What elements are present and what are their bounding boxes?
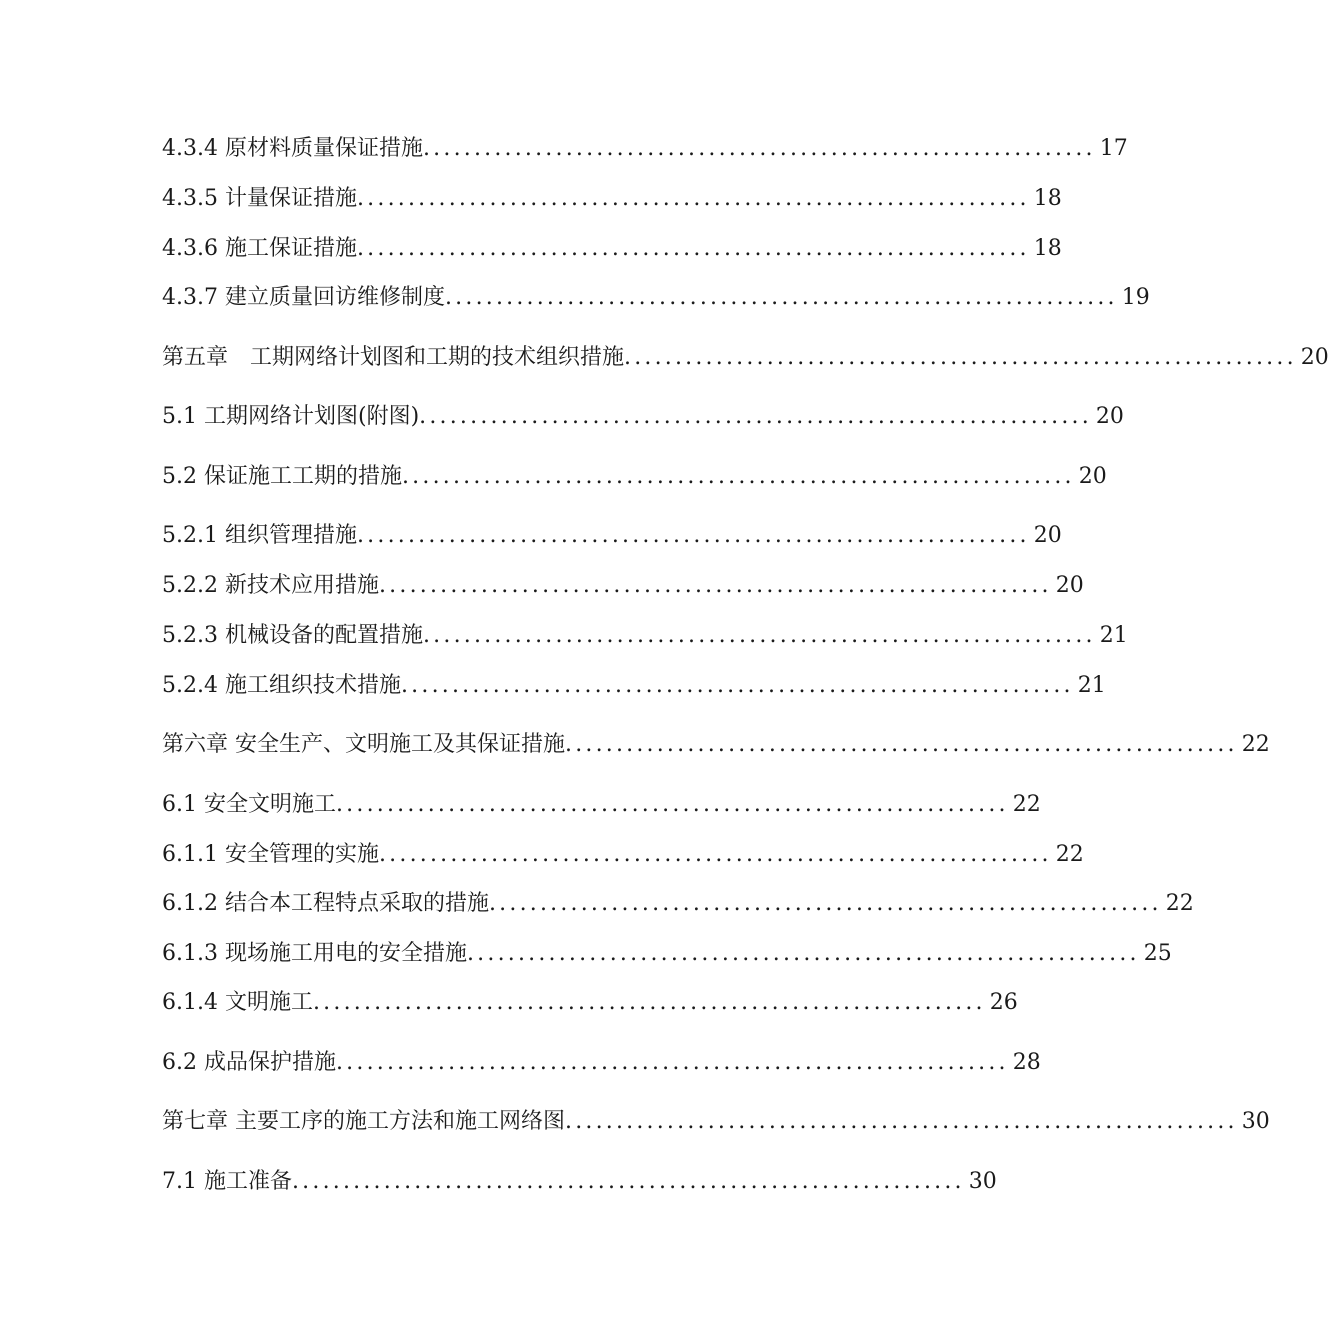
toc-entry[interactable] xyxy=(162,730,1270,760)
toc-entry[interactable] xyxy=(162,402,1124,432)
toc-entry-title: 第五章 工期网络计划图和工期的技术组织措施 xyxy=(162,345,625,370)
toc-entry-title: 6.1.3 现场施工用电的安全措施 xyxy=(162,941,467,966)
toc-leader-dots: .................................................................. xyxy=(400,673,1074,698)
toc-leader-dots: .................................................................. xyxy=(356,236,1030,261)
toc-entry-page: 25 xyxy=(1143,941,1172,966)
toc-leader-dots: .................................................................. xyxy=(335,1050,1009,1075)
toc-leader-dots: .................................................................. xyxy=(422,136,1096,161)
toc-leader-dots: .................................................................. xyxy=(356,523,1030,548)
toc-entry-page: 21 xyxy=(1099,623,1128,648)
toc-entry[interactable] xyxy=(162,621,1128,651)
toc-entry-page: 20 xyxy=(1055,573,1084,598)
toc-entry-title: 4.3.6 施工保证措施 xyxy=(162,236,357,261)
toc-leader-dots: .................................................................. xyxy=(378,573,1052,598)
toc-entry[interactable] xyxy=(162,790,1041,820)
toc-entry-title: 4.3.5 计量保证措施 xyxy=(162,186,357,211)
toc-entry[interactable] xyxy=(162,1048,1041,1078)
toc-leader-dots: .................................................................. xyxy=(624,345,1297,370)
toc-entry-title: 4.3.7 建立质量回访维修制度 xyxy=(162,285,445,310)
toc-entry-title: 4.3.4 原材料质量保证措施 xyxy=(162,136,423,161)
toc-entry-page: 20 xyxy=(1078,464,1107,489)
toc-entry-page: 22 xyxy=(1241,732,1270,757)
toc-entry-page: 20 xyxy=(1095,404,1124,429)
toc-leader-dots: .................................................................. xyxy=(378,842,1052,867)
toc-entry-page: 18 xyxy=(1033,186,1062,211)
toc-entry[interactable] xyxy=(162,521,1062,551)
toc-entry-title: 6.1.4 文明施工 xyxy=(162,990,313,1015)
toc-entry[interactable] xyxy=(162,234,1062,264)
toc-entry-page: 18 xyxy=(1033,236,1062,261)
toc-entry-page: 28 xyxy=(1012,1050,1041,1075)
toc-entry-title: 5.1 工期网络计划图(附图) xyxy=(162,404,420,429)
toc-entry-page: 30 xyxy=(1241,1109,1270,1134)
toc-entry-title: 第七章 主要工序的施工方法和施工网络图 xyxy=(162,1109,565,1134)
toc-entry[interactable] xyxy=(162,840,1084,870)
toc-leader-dots: .................................................................. xyxy=(422,623,1096,648)
toc-entry[interactable] xyxy=(162,134,1128,164)
toc-entry-title: 5.2.3 机械设备的配置措施 xyxy=(162,623,423,648)
toc-leader-dots: .................................................................. xyxy=(565,732,1238,757)
toc-entry-title: 7.1 施工准备 xyxy=(162,1169,292,1194)
toc-entry[interactable] xyxy=(162,283,1150,313)
toc-leader-dots: .................................................................. xyxy=(488,891,1162,916)
toc-entry[interactable] xyxy=(162,889,1194,919)
toc-entry[interactable] xyxy=(162,939,1172,969)
toc-leader-dots: .................................................................. xyxy=(444,285,1118,310)
toc-entry[interactable] xyxy=(162,671,1106,701)
toc-entry-title: 6.1.1 安全管理的实施 xyxy=(162,842,379,867)
toc-leader-dots: .................................................................. xyxy=(335,792,1009,817)
toc-entry-page: 17 xyxy=(1099,136,1128,161)
toc-entry-title: 第六章 安全生产、文明施工及其保证措施 xyxy=(162,732,565,757)
toc-entry-page: 22 xyxy=(1165,891,1194,916)
toc-entry-page: 30 xyxy=(968,1169,997,1194)
toc-entry-title: 5.2.1 组织管理措施 xyxy=(162,523,357,548)
toc-entry-page: 21 xyxy=(1077,673,1106,698)
toc-entry-title: 5.2.4 施工组织技术措施 xyxy=(162,673,401,698)
toc-leader-dots: .................................................................. xyxy=(466,941,1140,966)
toc-leader-dots: .................................................................. xyxy=(312,990,986,1015)
toc-entry[interactable] xyxy=(162,988,1018,1018)
toc-entry-page: 26 xyxy=(989,990,1018,1015)
toc-entry-title: 5.2.2 新技术应用措施 xyxy=(162,573,379,598)
toc-leader-dots: .................................................................. xyxy=(565,1109,1238,1134)
toc-entry[interactable] xyxy=(162,343,1329,373)
toc-leader-dots: .................................................................. xyxy=(401,464,1075,489)
toc-entry-title: 6.2 成品保护措施 xyxy=(162,1050,336,1075)
toc-entry[interactable] xyxy=(162,571,1084,601)
toc-entry-title: 6.1 安全文明施工 xyxy=(162,792,336,817)
toc-entry-page: 20 xyxy=(1300,345,1329,370)
toc-entry-title: 6.1.2 结合本工程特点采取的措施 xyxy=(162,891,489,916)
toc-entry[interactable] xyxy=(162,184,1062,214)
toc-entry-page: 19 xyxy=(1121,285,1150,310)
toc-entry-page: 22 xyxy=(1055,842,1084,867)
toc-entry[interactable] xyxy=(162,462,1107,492)
toc-entry-page: 20 xyxy=(1033,523,1062,548)
toc-entry-title: 5.2 保证施工工期的措施 xyxy=(162,464,402,489)
toc-entry[interactable] xyxy=(162,1167,997,1197)
toc-leader-dots: .................................................................. xyxy=(356,186,1030,211)
toc-leader-dots: .................................................................. xyxy=(291,1169,965,1194)
toc-entry[interactable] xyxy=(162,1107,1270,1137)
toc-leader-dots: .................................................................. xyxy=(419,404,1092,429)
toc-entry-page: 22 xyxy=(1012,792,1041,817)
